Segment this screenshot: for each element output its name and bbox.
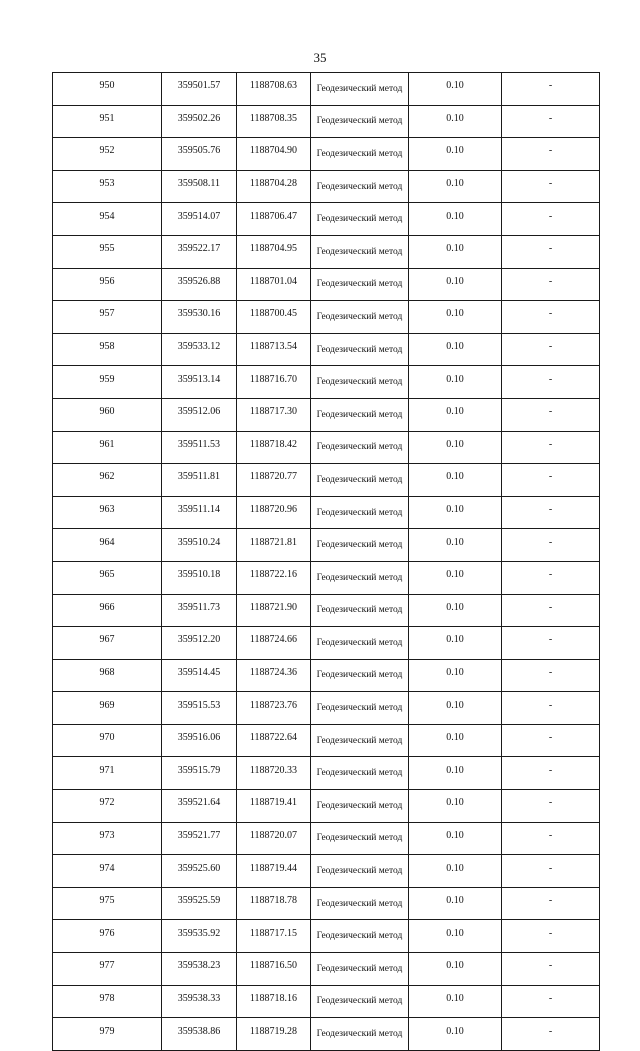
- note-cell: -: [502, 659, 600, 692]
- note-cell: -: [502, 170, 600, 203]
- accuracy-cell: 0.10: [409, 822, 502, 855]
- coordinates-table: [52, 72, 600, 1051]
- table-row: [53, 561, 600, 594]
- point-number-cell: 975: [53, 887, 162, 920]
- note-cell: -: [502, 953, 600, 986]
- note-cell: -: [502, 73, 600, 106]
- method-cell: Геодезический метод: [311, 953, 409, 986]
- coordinate-y-cell: 1188720.07: [237, 822, 311, 855]
- coordinate-y-cell: 1188721.81: [237, 529, 311, 562]
- coordinate-x-cell: 359530.16: [162, 301, 237, 334]
- coordinate-y-cell: 1188717.15: [237, 920, 311, 953]
- accuracy-cell: 0.10: [409, 855, 502, 888]
- point-number-cell: 954: [53, 203, 162, 236]
- method-cell: Геодезический метод: [311, 170, 409, 203]
- point-number-cell: 973: [53, 822, 162, 855]
- accuracy-cell: 0.10: [409, 757, 502, 790]
- coordinate-x-cell: 359521.64: [162, 790, 237, 823]
- accuracy-cell: 0.10: [409, 790, 502, 823]
- accuracy-cell: 0.10: [409, 398, 502, 431]
- point-number-cell: 969: [53, 692, 162, 725]
- method-cell: Геодезический метод: [311, 855, 409, 888]
- method-cell: Геодезический метод: [311, 138, 409, 171]
- coordinate-y-cell: 1188718.78: [237, 887, 311, 920]
- method-cell: Геодезический метод: [311, 561, 409, 594]
- coordinate-y-cell: 1188722.16: [237, 561, 311, 594]
- point-number-cell: 956: [53, 268, 162, 301]
- note-cell: -: [502, 301, 600, 334]
- note-cell: -: [502, 105, 600, 138]
- method-cell: Геодезический метод: [311, 920, 409, 953]
- point-number-cell: 960: [53, 398, 162, 431]
- coordinate-x-cell: 359516.06: [162, 724, 237, 757]
- coordinate-y-cell: 1188719.28: [237, 1018, 311, 1051]
- coordinate-y-cell: 1188716.50: [237, 953, 311, 986]
- coordinate-x-cell: 359501.57: [162, 73, 237, 106]
- accuracy-cell: 0.10: [409, 333, 502, 366]
- table-row: [53, 1018, 600, 1051]
- point-number-cell: 950: [53, 73, 162, 106]
- coordinate-y-cell: 1188717.30: [237, 398, 311, 431]
- accuracy-cell: 0.10: [409, 301, 502, 334]
- note-cell: -: [502, 920, 600, 953]
- coordinate-y-cell: 1188718.42: [237, 431, 311, 464]
- point-number-cell: 953: [53, 170, 162, 203]
- coordinate-x-cell: 359512.06: [162, 398, 237, 431]
- table-row: [53, 464, 600, 497]
- note-cell: -: [502, 366, 600, 399]
- note-cell: -: [502, 724, 600, 757]
- table-row: [53, 790, 600, 823]
- point-number-cell: 968: [53, 659, 162, 692]
- point-number-cell: 976: [53, 920, 162, 953]
- point-number-cell: 977: [53, 953, 162, 986]
- method-cell: Геодезический метод: [311, 333, 409, 366]
- table-row: [53, 398, 600, 431]
- accuracy-cell: 0.10: [409, 73, 502, 106]
- table-row: [53, 822, 600, 855]
- method-cell: Геодезический метод: [311, 594, 409, 627]
- table-row: [53, 333, 600, 366]
- method-cell: Геодезический метод: [311, 985, 409, 1018]
- coordinate-x-cell: 359512.20: [162, 627, 237, 660]
- point-number-cell: 961: [53, 431, 162, 464]
- coordinate-x-cell: 359525.59: [162, 887, 237, 920]
- coordinate-x-cell: 359508.11: [162, 170, 237, 203]
- coordinate-x-cell: 359525.60: [162, 855, 237, 888]
- accuracy-cell: 0.10: [409, 953, 502, 986]
- page-number: 35: [313, 50, 327, 65]
- coordinate-y-cell: 1188720.33: [237, 757, 311, 790]
- point-number-cell: 963: [53, 496, 162, 529]
- method-cell: Геодезический метод: [311, 757, 409, 790]
- point-number-cell: 970: [53, 724, 162, 757]
- coordinate-x-cell: 359511.53: [162, 431, 237, 464]
- point-number-cell: 957: [53, 301, 162, 334]
- accuracy-cell: 0.10: [409, 887, 502, 920]
- accuracy-cell: 0.10: [409, 561, 502, 594]
- table-row: [53, 203, 600, 236]
- coordinates-table-body: [53, 73, 600, 1051]
- method-cell: Геодезический метод: [311, 268, 409, 301]
- coordinate-x-cell: 359513.14: [162, 366, 237, 399]
- point-number-cell: 965: [53, 561, 162, 594]
- note-cell: -: [502, 855, 600, 888]
- note-cell: -: [502, 138, 600, 171]
- note-cell: -: [502, 268, 600, 301]
- method-cell: Геодезический метод: [311, 1018, 409, 1051]
- accuracy-cell: 0.10: [409, 203, 502, 236]
- coordinate-x-cell: 359538.33: [162, 985, 237, 1018]
- point-number-cell: 979: [53, 1018, 162, 1051]
- coordinate-x-cell: 359521.77: [162, 822, 237, 855]
- coordinate-y-cell: 1188701.04: [237, 268, 311, 301]
- coordinate-y-cell: 1188720.96: [237, 496, 311, 529]
- table-row: [53, 757, 600, 790]
- point-number-cell: 971: [53, 757, 162, 790]
- note-cell: -: [502, 757, 600, 790]
- method-cell: Геодезический метод: [311, 464, 409, 497]
- coordinate-y-cell: 1188719.41: [237, 790, 311, 823]
- point-number-cell: 974: [53, 855, 162, 888]
- method-cell: Геодезический метод: [311, 235, 409, 268]
- coordinate-x-cell: 359538.23: [162, 953, 237, 986]
- accuracy-cell: 0.10: [409, 920, 502, 953]
- accuracy-cell: 0.10: [409, 724, 502, 757]
- table-row: [53, 659, 600, 692]
- coordinate-x-cell: 359511.73: [162, 594, 237, 627]
- coordinate-y-cell: 1188724.66: [237, 627, 311, 660]
- table-row: [53, 366, 600, 399]
- method-cell: Геодезический метод: [311, 529, 409, 562]
- method-cell: Геодезический метод: [311, 496, 409, 529]
- note-cell: -: [502, 203, 600, 236]
- table-row: [53, 692, 600, 725]
- table-row: [53, 855, 600, 888]
- note-cell: -: [502, 431, 600, 464]
- coordinate-x-cell: 359522.17: [162, 235, 237, 268]
- point-number-cell: 972: [53, 790, 162, 823]
- table-row: [53, 887, 600, 920]
- note-cell: -: [502, 627, 600, 660]
- point-number-cell: 964: [53, 529, 162, 562]
- accuracy-cell: 0.10: [409, 529, 502, 562]
- accuracy-cell: 0.10: [409, 496, 502, 529]
- coordinate-x-cell: 359535.92: [162, 920, 237, 953]
- coordinate-x-cell: 359510.18: [162, 561, 237, 594]
- note-cell: -: [502, 887, 600, 920]
- accuracy-cell: 0.10: [409, 659, 502, 692]
- coordinate-y-cell: 1188708.63: [237, 73, 311, 106]
- coordinate-x-cell: 359526.88: [162, 268, 237, 301]
- coordinate-y-cell: 1188713.54: [237, 333, 311, 366]
- coordinate-x-cell: 359505.76: [162, 138, 237, 171]
- coordinate-y-cell: 1188723.76: [237, 692, 311, 725]
- accuracy-cell: 0.10: [409, 268, 502, 301]
- note-cell: -: [502, 464, 600, 497]
- coordinate-x-cell: 359538.86: [162, 1018, 237, 1051]
- table-row: [53, 627, 600, 660]
- coordinate-y-cell: 1188721.90: [237, 594, 311, 627]
- point-number-cell: 959: [53, 366, 162, 399]
- table-row: [53, 496, 600, 529]
- accuracy-cell: 0.10: [409, 627, 502, 660]
- table-row: [53, 920, 600, 953]
- method-cell: Геодезический метод: [311, 822, 409, 855]
- table-row: [53, 985, 600, 1018]
- accuracy-cell: 0.10: [409, 170, 502, 203]
- coordinate-x-cell: 359533.12: [162, 333, 237, 366]
- point-number-cell: 952: [53, 138, 162, 171]
- accuracy-cell: 0.10: [409, 692, 502, 725]
- coordinate-y-cell: 1188724.36: [237, 659, 311, 692]
- accuracy-cell: 0.10: [409, 105, 502, 138]
- coordinate-y-cell: 1188706.47: [237, 203, 311, 236]
- coordinate-y-cell: 1188704.28: [237, 170, 311, 203]
- note-cell: -: [502, 1018, 600, 1051]
- accuracy-cell: 0.10: [409, 235, 502, 268]
- coordinate-y-cell: 1188719.44: [237, 855, 311, 888]
- table-row: [53, 105, 600, 138]
- method-cell: Геодезический метод: [311, 887, 409, 920]
- accuracy-cell: 0.10: [409, 594, 502, 627]
- coordinate-x-cell: 359515.79: [162, 757, 237, 790]
- point-number-cell: 962: [53, 464, 162, 497]
- note-cell: -: [502, 235, 600, 268]
- method-cell: Геодезический метод: [311, 790, 409, 823]
- accuracy-cell: 0.10: [409, 1018, 502, 1051]
- point-number-cell: 958: [53, 333, 162, 366]
- point-number-cell: 966: [53, 594, 162, 627]
- method-cell: Геодезический метод: [311, 431, 409, 464]
- method-cell: Геодезический метод: [311, 366, 409, 399]
- coordinate-y-cell: 1188700.45: [237, 301, 311, 334]
- table-row: [53, 301, 600, 334]
- note-cell: -: [502, 561, 600, 594]
- point-number-cell: 955: [53, 235, 162, 268]
- method-cell: Геодезический метод: [311, 105, 409, 138]
- coordinate-y-cell: 1188722.64: [237, 724, 311, 757]
- table-row: [53, 235, 600, 268]
- table-row: [53, 724, 600, 757]
- note-cell: -: [502, 822, 600, 855]
- coordinate-x-cell: 359515.53: [162, 692, 237, 725]
- accuracy-cell: 0.10: [409, 366, 502, 399]
- coordinate-y-cell: 1188720.77: [237, 464, 311, 497]
- note-cell: -: [502, 398, 600, 431]
- method-cell: Геодезический метод: [311, 301, 409, 334]
- table-row: [53, 431, 600, 464]
- coordinate-x-cell: 359511.14: [162, 496, 237, 529]
- method-cell: Геодезический метод: [311, 203, 409, 236]
- point-number-cell: 978: [53, 985, 162, 1018]
- point-number-cell: 967: [53, 627, 162, 660]
- note-cell: -: [502, 496, 600, 529]
- table-row: [53, 138, 600, 171]
- method-cell: Геодезический метод: [311, 73, 409, 106]
- coordinate-x-cell: 359511.81: [162, 464, 237, 497]
- table-row: [53, 594, 600, 627]
- table-row: [53, 170, 600, 203]
- note-cell: -: [502, 594, 600, 627]
- method-cell: Геодезический метод: [311, 627, 409, 660]
- point-number-cell: 951: [53, 105, 162, 138]
- coordinate-y-cell: 1188704.90: [237, 138, 311, 171]
- coordinate-x-cell: 359502.26: [162, 105, 237, 138]
- coordinate-x-cell: 359510.24: [162, 529, 237, 562]
- note-cell: -: [502, 333, 600, 366]
- table-row: [53, 529, 600, 562]
- note-cell: -: [502, 790, 600, 823]
- accuracy-cell: 0.10: [409, 985, 502, 1018]
- method-cell: Геодезический метод: [311, 659, 409, 692]
- coordinate-y-cell: 1188718.16: [237, 985, 311, 1018]
- table-row: [53, 953, 600, 986]
- method-cell: Геодезический метод: [311, 398, 409, 431]
- coordinate-x-cell: 359514.45: [162, 659, 237, 692]
- note-cell: -: [502, 529, 600, 562]
- note-cell: -: [502, 692, 600, 725]
- accuracy-cell: 0.10: [409, 431, 502, 464]
- method-cell: Геодезический метод: [311, 724, 409, 757]
- table-row: [53, 73, 600, 106]
- method-cell: Геодезический метод: [311, 692, 409, 725]
- note-cell: -: [502, 985, 600, 1018]
- coordinate-x-cell: 359514.07: [162, 203, 237, 236]
- coordinate-y-cell: 1188708.35: [237, 105, 311, 138]
- accuracy-cell: 0.10: [409, 138, 502, 171]
- coordinate-y-cell: 1188716.70: [237, 366, 311, 399]
- coordinate-y-cell: 1188704.95: [237, 235, 311, 268]
- table-row: [53, 268, 600, 301]
- accuracy-cell: 0.10: [409, 464, 502, 497]
